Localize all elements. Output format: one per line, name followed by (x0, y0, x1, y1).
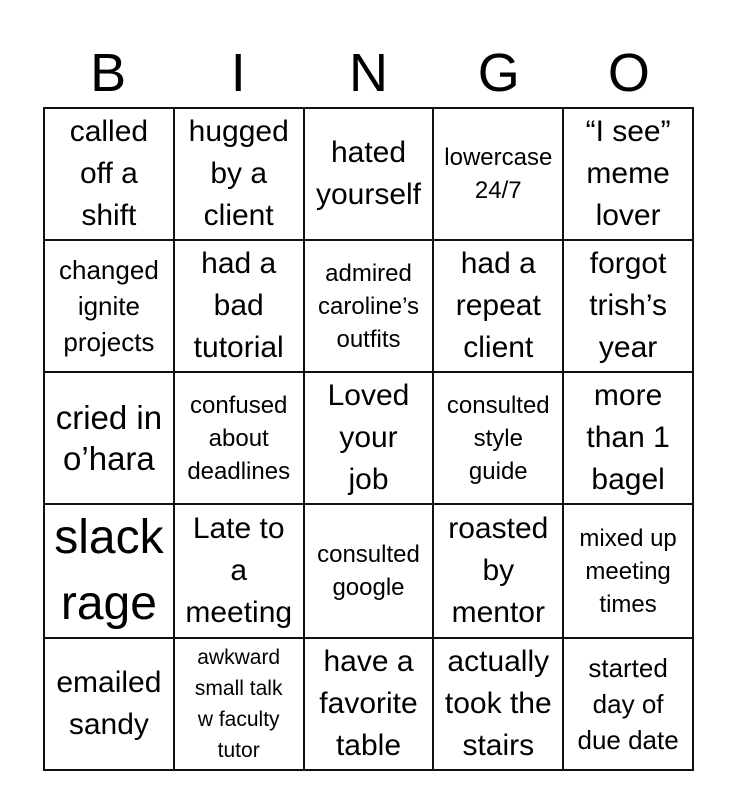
bingo-cell[interactable]: had a repeat client (433, 240, 563, 372)
bingo-header (43, 40, 694, 106)
bingo-cell[interactable]: more than 1 bagel (563, 372, 693, 504)
grid-row (44, 504, 693, 638)
bingo-cell[interactable]: Loved your job (304, 372, 434, 504)
bingo-cell[interactable]: actually took the stairs (433, 638, 563, 770)
bingo-cell[interactable]: consulted google (304, 504, 434, 638)
bingo-cell[interactable]: hated yourself (304, 108, 434, 240)
header-letter-g: G (477, 43, 520, 103)
bingo-cell[interactable]: Late to a meeting (174, 504, 304, 638)
grid-row (44, 638, 693, 770)
bingo-cell[interactable]: changed ignite projects (44, 240, 174, 372)
header-letter-o: O (607, 43, 650, 103)
header-letter-n: N (349, 43, 388, 103)
bingo-cell[interactable]: had a bad tutorial (174, 240, 304, 372)
bingo-grid (43, 107, 694, 771)
bingo-cell[interactable]: mixed up meeting times (563, 504, 693, 638)
bingo-cell[interactable]: cried in o’hara (44, 372, 174, 504)
grid-row (44, 108, 693, 240)
bingo-cell[interactable]: started day of due date (563, 638, 693, 770)
bingo-cell[interactable]: hugged by a client (174, 108, 304, 240)
header-letter-b: B (90, 43, 127, 103)
bingo-cell[interactable]: consulted style guide (433, 372, 563, 504)
grid-row (44, 240, 693, 372)
header-letter-i: I (230, 43, 246, 103)
bingo-cell[interactable]: have a favorite table (304, 638, 434, 770)
bingo-cell[interactable]: roasted by mentor (433, 504, 563, 638)
bingo-cell[interactable]: awkward small talk w faculty tutor (174, 638, 304, 770)
bingo-cell[interactable]: emailed sandy (44, 638, 174, 770)
bingo-cell[interactable]: forgot trish’s year (563, 240, 693, 372)
grid-row (44, 372, 693, 504)
bingo-cell[interactable]: admired caroline’s outfits (304, 240, 434, 372)
bingo-cell[interactable]: slack rage (44, 504, 174, 638)
bingo-cell[interactable]: “I see” meme lover (563, 108, 693, 240)
bingo-cell[interactable]: lowercase 24/7 (433, 108, 563, 240)
bingo-cell[interactable]: called off a shift (44, 108, 174, 240)
bingo-cell[interactable]: confused about deadlines (174, 372, 304, 504)
